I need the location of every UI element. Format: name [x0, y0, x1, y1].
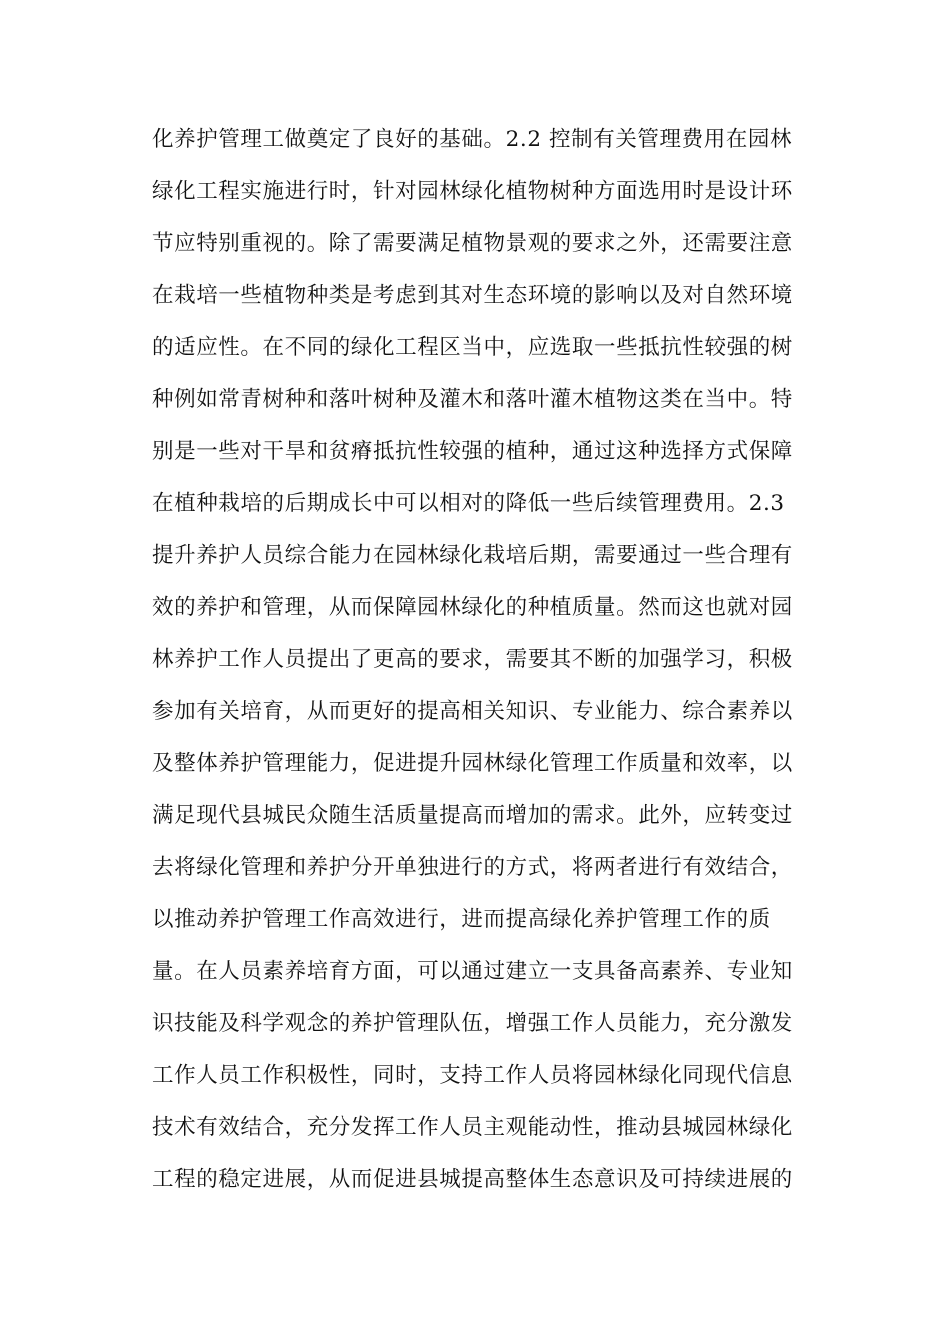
text-line: 效的养护和管理，从而保障园林绿化的种植质量。然而这也就对园	[152, 595, 793, 620]
text-line: 绿化工程实施进行时，针对园林绿化植物树种方面选用时是设计环	[152, 179, 793, 204]
text-line: 在栽培一些植物种类是考虑到其对生态环境的影响以及对自然环境	[152, 283, 793, 308]
text-line: 以推动养护管理工作高效进行，进而提高绿化养护管理工作的质	[152, 907, 771, 932]
text-line: 技术有效结合，充分发挥工作人员主观能动性，推动县城园林绿化	[152, 1115, 793, 1140]
text-line: 工程的稳定进展，从而促进县城提高整体生态意识及可持续进展的	[152, 1167, 793, 1192]
text-line: 识技能及科学观念的养护管理队伍，增强工作人员能力，充分激发	[152, 1011, 793, 1036]
text-line: 林养护工作人员提出了更高的要求，需要其不断的加强学习，积极	[152, 647, 793, 672]
text-line: 的适应性。在不同的绿化工程区当中，应选取一些抵抗性较强的树	[152, 335, 793, 360]
text-line: 在植种栽培的后期成长中可以相对的降低一些后续管理费用。2.3	[152, 491, 785, 516]
text-line: 提升养护人员综合能力在园林绿化栽培后期，需要通过一些合理有	[152, 543, 793, 568]
text-line: 参加有关培育，从而更好的提高相关知识、专业能力、综合素养以	[152, 699, 793, 724]
text-line: 工作人员工作积极性，同时，支持工作人员将园林绿化同现代信息	[152, 1063, 793, 1088]
text-line: 及整体养护管理能力，促进提升园林绿化管理工作质量和效率，以	[152, 751, 793, 776]
text-line: 去将绿化管理和养护分开单独进行的方式，将两者进行有效结合，	[152, 855, 793, 880]
text-line: 种例如常青树种和落叶树种及灌木和落叶灌木植物这类在当中。特	[152, 387, 793, 412]
text-line: 节应特别重视的。除了需要满足植物景观的要求之外，还需要注意	[152, 231, 793, 256]
text-line: 量。在人员素养培育方面，可以通过建立一支具备高素养、专业知	[152, 959, 793, 984]
body-text	[152, 114, 812, 1206]
text-line: 别是一些对干旱和贫瘠抵抗性较强的植种，通过这种选择方式保障	[152, 439, 793, 464]
text-line: 满足现代县城民众随生活质量提高而增加的需求。此外，应转变过	[152, 803, 793, 828]
text-line: 化养护管理工做奠定了良好的基础。2.2 控制有关管理费用在园林	[152, 127, 793, 152]
